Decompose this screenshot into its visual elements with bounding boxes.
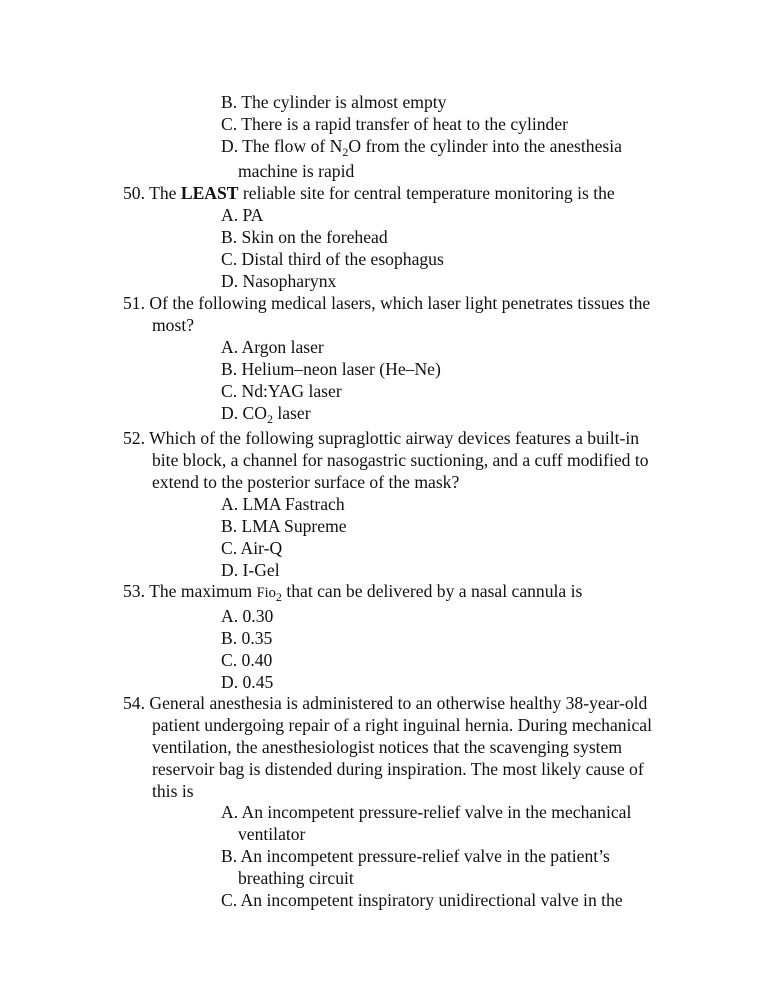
q53-fio-symbol: Fio: [256, 585, 276, 601]
q49-option-d-continued: machine is rapid: [238, 161, 355, 181]
q54-question-line-4: reservoir bag is distended during inspiration. The most likely cause of: [152, 759, 644, 779]
q50-option-d: D. Nasopharynx: [221, 271, 337, 291]
q51-option-d: [221, 402, 311, 424]
q49-option-c: C. There is a rapid transfer of heat to the cylinder: [221, 114, 569, 134]
q49-option-d-text-a: D. The flow of N: [221, 136, 343, 156]
q50-emphasis: LEAST: [180, 183, 239, 203]
q52-option-b: B. LMA Supreme: [221, 516, 347, 536]
q54-option-c: C. An incompetent inspiratory unidirectional valve in the: [221, 890, 623, 910]
q51-question-line-1: 51. Of the following medical lasers, which laser light penetrates tissues the: [123, 293, 651, 313]
q49-option-d-subscript: 2: [342, 145, 349, 159]
q52-question-line-3: extend to the posterior surface of the mask?: [152, 472, 460, 492]
q53-option-b: B. 0.35: [221, 628, 273, 648]
q50-option-b: B. Skin on the forehead: [221, 227, 388, 247]
q53-option-c: C. 0.40: [221, 650, 273, 670]
q53-option-a: A. 0.30: [221, 606, 274, 626]
q50-question-text: reliable site for central temperature monitoring is the: [238, 183, 615, 203]
q51-question-line-2: most?: [152, 315, 195, 335]
q51-option-c: C. Nd:YAG laser: [221, 381, 342, 401]
q50-option-c: C. Distal third of the esophagus: [221, 249, 444, 269]
q54-question-line-5: this is: [152, 781, 194, 801]
q51-option-d-text-a: D. CO: [221, 403, 267, 423]
q54-option-b: B. An incompetent pressure-relief valve in the patient’s: [221, 846, 610, 866]
q52-option-a: A. LMA Fastrach: [221, 494, 345, 514]
q53-question-text-a: 53. The maximum: [123, 581, 257, 601]
q51-option-d-subscript: 2: [266, 412, 273, 426]
q49-option-b: B. The cylinder is almost empty: [221, 92, 447, 112]
q50-question: [123, 182, 615, 204]
q51-option-b: B. Helium–neon laser (He–Ne): [221, 359, 441, 379]
q54-question-line-1: 54. General anesthesia is administered to an otherwise healthy 38-year-old: [123, 693, 648, 713]
q52-question-line-2: bite block, a channel for nasogastric suctioning, and a cuff modified to: [152, 450, 649, 470]
q50-option-a: A. PA: [221, 205, 264, 225]
q54-option-a-continued: ventilator: [238, 824, 306, 844]
q53-question: [123, 580, 582, 604]
q53-fio-subscript: 2: [275, 590, 282, 604]
q53-question-text-b: that can be delivered by a nasal cannula is: [281, 581, 583, 601]
q52-option-c: C. Air-Q: [221, 538, 283, 558]
q54-option-b-continued: breathing circuit: [238, 868, 354, 888]
q52-option-d: D. I-Gel: [221, 560, 280, 580]
q51-option-a: A. Argon laser: [221, 337, 324, 357]
q49-option-d-text-b: O from the cylinder into the anesthesia: [348, 136, 622, 156]
q53-option-d: D. 0.45: [221, 672, 274, 692]
q54-question-line-3: ventilation, the anesthesiologist notices that the scavenging system: [152, 737, 623, 757]
q54-question-line-2: patient undergoing repair of a right inguinal hernia. During mechanical: [152, 715, 652, 735]
q54-option-a: A. An incompetent pressure-relief valve in the mechanical: [221, 802, 632, 822]
q50-number: 50. The: [123, 183, 181, 203]
q52-question-line-1: 52. Which of the following supraglottic airway devices features a built-in: [123, 428, 640, 448]
q49-option-d: [221, 135, 622, 157]
q51-option-d-text-b: laser: [272, 403, 311, 423]
